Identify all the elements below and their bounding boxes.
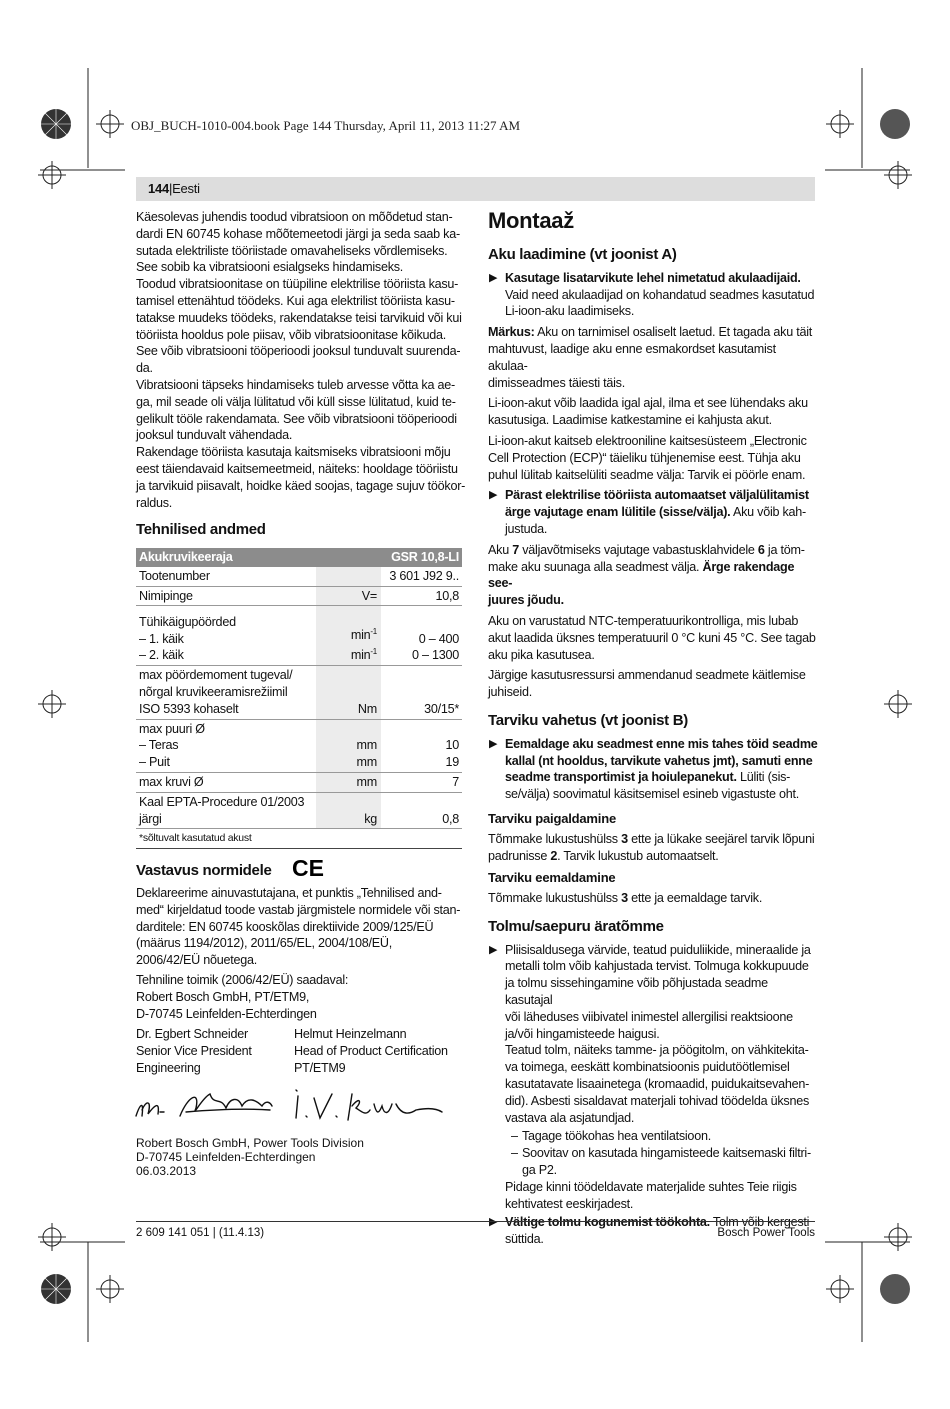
bullet-auto-off	[488, 487, 818, 537]
bullet-triangle-icon: ▶	[489, 1216, 498, 1229]
cell-line	[139, 568, 313, 585]
bullet-accum-bold: Vältige tolmu kogunemist töökohta.	[505, 1215, 710, 1230]
ref-number: 6	[757, 542, 765, 557]
text-run: Aku	[488, 542, 513, 557]
cell-line	[139, 811, 313, 828]
insert-tool-text	[488, 831, 818, 865]
conformity-line: 2006/42/EÜ nõuetega.	[136, 953, 258, 968]
table-cell-value	[381, 792, 462, 829]
table-cell-value	[381, 586, 462, 606]
page-number: 144	[148, 181, 169, 196]
techfile-line: Robert Bosch GmbH, PT/ETM9,	[136, 989, 310, 1004]
cell-line	[319, 721, 377, 738]
bullet-triangle-icon: ▶	[489, 943, 498, 956]
cell-text: mm	[356, 774, 377, 789]
cell-line	[384, 631, 459, 648]
text-run: Tõmmake lukustushülss	[488, 891, 622, 906]
table-cell-unit	[316, 606, 381, 666]
cell-line	[384, 614, 459, 631]
cell-text: 0 – 400	[418, 631, 459, 646]
table-cell-value	[381, 719, 462, 772]
cell-text: min	[350, 648, 371, 663]
bullet-accum-text-1: Tolm võib kergesti	[709, 1215, 810, 1230]
table-row	[136, 792, 462, 829]
ce-mark-icon	[292, 857, 324, 879]
text-run-bold: juures jõudu.	[488, 593, 564, 608]
battery-charging-title: Aku laadimine (vt joonist A)	[488, 246, 677, 263]
bullet-charger	[488, 270, 818, 320]
cell-text: min	[350, 628, 371, 643]
conformity-text	[136, 885, 466, 969]
disposal-text-1: Järgige kasutusressursi ammendanud seadmete käitlemise	[488, 668, 806, 683]
intro-line: Toodud vibratsioonitase on tüüpiline elektrilise tööriista kasu-	[136, 277, 459, 292]
cell-line	[384, 794, 459, 811]
cell-line	[384, 811, 459, 828]
regulations-text-2: kehtivatest eeskirjadest.	[505, 1196, 634, 1211]
intro-line: jooksul tunduvalt vähendada.	[136, 428, 293, 443]
intro-line: eest täiendavaid kaitsemeetmeid, näiteks: hooldage tööriistu	[136, 461, 458, 476]
table-header-cell: GSR 10,8-LI	[381, 548, 462, 567]
tech-file-text	[136, 972, 466, 1022]
cell-text: max pöördemoment tugeval/	[139, 668, 293, 683]
cell-line	[139, 631, 313, 648]
table-row	[136, 567, 462, 586]
cell-text: ISO 5393 kohaselt	[139, 701, 239, 716]
table-cell-label	[136, 792, 316, 829]
table-row	[136, 719, 462, 772]
ecp-paragraph	[488, 433, 818, 483]
cell-line	[319, 811, 377, 828]
dust-extraction-title: Tolmu/saepuru äratõmme	[488, 917, 664, 935]
intro-line: Rakendage tööriista kasutaja kaitsmiseks vibratsiooni mõju	[136, 445, 451, 460]
cell-line	[319, 568, 377, 585]
dust-warning-line: või läheduses viibivatel inimestel allergilisi reaktsioone	[505, 1009, 793, 1024]
cell-line	[139, 774, 313, 791]
dust-warning-line: kasutatavate lisaainetega (kromaadid, puidukaitsevahen-	[505, 1077, 810, 1092]
signer2-line: Head of Product Certification	[294, 1043, 448, 1058]
cell-text: 19	[445, 755, 459, 770]
footer-left: 2 609 141 051 | (11.4.13)	[136, 1227, 265, 1239]
intro-line: Käesolevas juhendis toodud vibratsioon on mõõdetud stan-	[136, 210, 453, 224]
dash-mask-text-1: Soovitav on kasutada hingamisteede kaitsemaski filtri-	[522, 1146, 811, 1161]
text-run: ette ja lükake seejärel tarvik lõpuni	[627, 831, 815, 846]
page-header-band	[136, 177, 815, 201]
cell-line	[319, 684, 377, 701]
bullet-remove-bold-1: Eemaldage aku seadmest enne mis tahes töid seadme	[505, 736, 818, 751]
cell-text: 0 – 1300	[411, 648, 459, 663]
cell-line	[319, 644, 377, 664]
tech-data-table	[136, 548, 462, 849]
cell-line	[384, 684, 459, 701]
table-cell-label	[136, 586, 316, 606]
cell-text: – Teras	[139, 738, 179, 753]
cell-line	[139, 614, 313, 631]
signatures	[130, 1086, 460, 1128]
conformity-line: darditele: EN 60745 kooskõlas direktiivide 2009/125/EÜ	[136, 919, 434, 934]
intro-line: gelikult tööle rakendamata. See võib vibratsiooni tööperioodi	[136, 411, 457, 426]
cell-text: 7	[452, 774, 459, 789]
note-text-2: mahtuvust, laadige aku enne esmakordset kasutamist akulaa-	[488, 341, 776, 373]
cell-line	[384, 701, 459, 718]
techfile-line: Tehniline toimik (2006/42/EÜ) saadaval:	[136, 973, 349, 987]
li-ion-text-1: Li-ioon-akut võib laadida igal ajal, ilma et see lühendaks aku	[488, 396, 808, 411]
table-header-cell: Akukruvikeeraja	[136, 548, 316, 567]
bullet-accum-text-2: süttida.	[505, 1232, 544, 1247]
signer2-line: PT/ETM9	[294, 1060, 346, 1075]
signer1-line: Senior Vice President	[136, 1043, 252, 1058]
bullet-remove-text-1: Lüliti (sis-	[736, 770, 791, 785]
table-cell-value	[381, 606, 462, 666]
signer-2	[294, 1026, 469, 1076]
bullet-charger-bold: Kasutage lisatarvikute lehel nimetatud akulaadijaid.	[505, 270, 801, 285]
dust-warning-line: metalli tolm võib kahjustada tervist. Tolmuga kokkupuude	[505, 959, 809, 974]
table-cell-label	[136, 666, 316, 719]
cell-line	[384, 721, 459, 738]
table-row	[136, 586, 462, 606]
address-line: Robert Bosch GmbH, Power Tools Division	[136, 1136, 364, 1150]
regulations-text	[505, 1179, 818, 1213]
cell-line	[139, 667, 313, 684]
header-language: Eesti	[172, 181, 200, 196]
text-run: make aku suunaga alla seadmest välja.	[488, 559, 703, 574]
dust-warning-line: did). Asbesti sisaldavat materjali tohivad töödelda üksnes	[505, 1093, 810, 1108]
bullet-charger-text-1: Vaid need akulaadijad on kohandatud seadmes kasutatud	[505, 287, 815, 302]
table-cell-label	[136, 567, 316, 586]
note-text-3: dimisseadmes täiesti täis.	[488, 375, 625, 390]
text-run: . Tarvik lukustub automaatselt.	[557, 848, 719, 863]
intro-line: sutada elektriliste tööriistade omavaheliseks võrdlemiseks.	[136, 243, 448, 258]
table-cell-value	[381, 772, 462, 792]
table-cell-unit	[316, 666, 381, 719]
cell-line	[139, 794, 313, 811]
bullet-triangle-icon: ▶	[489, 489, 498, 502]
cell-line	[319, 754, 377, 771]
intro-line: ja tarvikuid piisavalt, hoidke käed soojas, tagage sujuv töökor-	[136, 478, 466, 493]
address-line: D-70745 Leinfelden-Echterdingen	[136, 1150, 316, 1164]
dust-warning-line: vastava ala asjatundjad.	[505, 1110, 635, 1125]
table-cell-unit	[316, 586, 381, 606]
ecp-text-1: Li-ioon-akut kaitseb elektrooniline kaitsesüsteem „Electronic	[488, 433, 807, 448]
dash-marker: –	[511, 1146, 518, 1161]
table-header-row	[136, 548, 462, 567]
intro-line: dardi EN 60745 kohase mõõtemeetodi järgi ja seda saab ka-	[136, 226, 460, 241]
bullet-remove-bold-2: kallal (nt hooldus, tarvikute vahetus jmt), samuti enne	[505, 753, 813, 768]
note-text-1: Aku on tarnimisel osaliselt laetud. Et tagada aku täit	[534, 325, 813, 340]
bullet-auto-off-text-2: justuda.	[505, 521, 548, 536]
cell-line	[384, 588, 459, 605]
remove-tool-title: Tarviku eemaldamine	[488, 870, 616, 886]
text-run: Tõmmake lukustushülss	[488, 831, 622, 846]
remove-tool-text	[488, 890, 818, 907]
cell-text: 3 601 J92 9..	[389, 568, 459, 583]
li-ion-text-2: kasutusiga. Laadimise katkestamine ei kahjusta akut.	[488, 413, 772, 428]
conformity-title: Vastavus normidele	[136, 862, 272, 879]
table-cell-unit	[316, 567, 381, 586]
note-label: Märkus:	[488, 325, 535, 340]
ce-mark-text: CE	[292, 857, 324, 879]
dash-ventilation	[505, 1128, 818, 1145]
remove-battery-paragraph	[488, 542, 818, 609]
table-cell-unit	[316, 772, 381, 792]
table-cell-label	[136, 606, 316, 666]
tool-change-title: Tarviku vahetus (vt joonist B)	[488, 711, 688, 729]
dash-ventilation-text: Tagage töökohas hea ventilatsioon.	[522, 1129, 711, 1144]
ntc-paragraph	[488, 613, 818, 663]
ref-number: 3	[621, 831, 628, 846]
techfile-line: D-70745 Leinfelden-Echterdingen	[136, 1006, 317, 1021]
table-header-cell	[316, 548, 381, 567]
note-paragraph	[488, 324, 818, 391]
cell-text: Nm	[357, 701, 377, 716]
right-column	[488, 247, 818, 1248]
dash-marker: –	[511, 1129, 518, 1144]
cell-line	[384, 568, 459, 585]
disposal-paragraph	[488, 667, 818, 701]
table-cell-label	[136, 772, 316, 792]
intro-line: tamisel ettenähtud töödeks. Kui aga elektrilist tööriista kasu-	[136, 293, 455, 308]
header-separator: |	[168, 181, 173, 196]
table-note-row	[136, 829, 462, 849]
intro-line: tatakse muudeks töödeks, rakendatakse teisi tarvikuid või kui	[136, 310, 462, 325]
text-run: väljavõtmiseks vajutage vabastusklahvidele	[518, 542, 758, 557]
ref-number: 2	[550, 848, 558, 863]
cell-text: Kaal EPTA-Procedure 01/2003	[139, 794, 305, 809]
bullet-triangle-icon: ▶	[489, 271, 498, 284]
cell-text: 30/15*	[424, 701, 459, 716]
bullet-auto-off-bold-1: Pärast elektrilise tööriista automaatset väljalülitamist	[505, 488, 809, 503]
intro-line: raldus.	[136, 495, 173, 510]
ntc-text-1: Aku on varustatud NTC-temperatuurikontrolliga, mis lubab	[488, 613, 799, 628]
cell-line	[139, 721, 313, 738]
table-row	[136, 606, 462, 666]
cell-text: V=	[361, 588, 377, 603]
bullet-remove-text-2: se/välja) soovimatul käsitsemisel esineb vigastuste oht.	[505, 787, 799, 802]
cell-text: Tootenumber	[139, 568, 210, 583]
text-run: ja töm-	[764, 542, 805, 557]
text-run-bold: Ärge rakendage see-	[488, 559, 795, 591]
text-run: padrunisse	[488, 848, 551, 863]
cell-line	[319, 588, 377, 605]
table-cell-value	[381, 666, 462, 719]
tech-data-title: Tehnilised andmed	[136, 521, 266, 538]
intro-line: ga, mil seade oli välja lülitatud või küll sisse lülitatud, kuid te-	[136, 394, 456, 409]
cell-line	[139, 588, 313, 605]
cell-line	[319, 667, 377, 684]
cell-line	[384, 647, 459, 664]
conformity-line: Deklareerime ainuvastutajana, et punktis „Tehnilised and-	[136, 886, 442, 900]
signer2-line: Helmut Heinzelmann	[294, 1027, 407, 1041]
signer1-line: Engineering	[136, 1060, 201, 1075]
cell-text: max kruvi Ø	[139, 774, 204, 789]
conformity-line: med“ kirjeldatud toode vastab järgmistele normidele või stan-	[136, 902, 461, 917]
ref-number: 7	[512, 542, 519, 557]
table-cell-value	[381, 567, 462, 586]
cell-text: 0,8	[442, 811, 459, 826]
page-header	[148, 181, 200, 198]
cell-text: – 2. käik	[139, 648, 184, 663]
intro-line: tööriista hooldus pole piisav, võib vibratsioonitase kõikuda.	[136, 327, 447, 342]
cell-line	[384, 754, 459, 771]
ecp-text-2: Cell Protection (ECP)“ täieliku tühjenemise eest. Tühja aku	[488, 450, 801, 465]
text-run: ette ja eemaldage tarvik.	[627, 891, 763, 906]
insert-tool-title: Tarviku paigaldamine	[488, 810, 616, 826]
footer-rule	[136, 1221, 815, 1222]
dust-warning-line: ja tolmu sissehingamine võib põhjustada seadme kasutajal	[505, 976, 768, 1008]
signer-1	[136, 1026, 286, 1076]
table-note: *sõltuvalt kasutatud akust	[136, 829, 462, 849]
unit-superscript: -1	[370, 647, 377, 657]
intro-line: da.	[136, 361, 153, 376]
cell-text: – Puit	[139, 755, 170, 770]
cell-line	[319, 701, 377, 718]
cell-text: 10,8	[435, 588, 459, 603]
bullet-remove-battery	[488, 736, 818, 803]
footer-address	[136, 1136, 466, 1178]
bullet-dust	[488, 942, 818, 1127]
dust-warning-line: Teatud tolm, näiteks tamme- ja pöögitolm, on vähkitekita-	[505, 1043, 809, 1058]
regulations-text-1: Pidage kinni töödeldavate materjalide suhtes Teie riigis	[505, 1179, 797, 1194]
dust-warning-line: va toimega, eeskätt kombinatsioonis puidutöötlemisel	[505, 1060, 790, 1075]
disposal-text-2: juhiseid.	[488, 685, 532, 700]
cell-text: mm	[356, 755, 377, 770]
cell-line	[384, 667, 459, 684]
cell-line	[139, 647, 313, 664]
intro-line: See sobib ka vibratsiooni esialgseks hindamiseks.	[136, 260, 404, 275]
cell-line	[139, 737, 313, 754]
cell-line	[384, 737, 459, 754]
cell-line	[319, 624, 377, 644]
conformity-line: (määrus 1194/2012), 2011/65/EL, 2004/108/EÜ,	[136, 936, 392, 951]
table-cell-label	[136, 719, 316, 772]
bullet-charger-text-2: Li-ioon-aku laadimiseks.	[505, 304, 635, 319]
cell-line	[139, 754, 313, 771]
unit-superscript: -1	[370, 627, 377, 637]
bullet-auto-off-bold-2: ärge vajutage enam lülitile (sisse/välja).	[505, 505, 731, 520]
cell-text: kg	[364, 811, 377, 826]
bullet-auto-off-text-1: Aku võib kah-	[730, 505, 806, 520]
cell-line	[319, 607, 377, 624]
ref-number: 3	[621, 891, 628, 906]
dash-mask-text-2: ga P2.	[522, 1163, 557, 1178]
table-row	[136, 666, 462, 719]
dash-mask	[505, 1145, 818, 1179]
address-line: 06.03.2013	[136, 1164, 197, 1178]
dust-warning-line: ja/või hingamisteede haigusi.	[505, 1026, 660, 1041]
cell-line	[139, 684, 313, 701]
cell-text: nõrgal kruvikeeramisrežiimil	[139, 684, 288, 699]
dust-warning-line: Pliisisaldusega värvide, teatud puiduliikide, mineraalide ja	[505, 942, 811, 957]
bullet-remove-bold-3: seadme transportimist ja hoiulepanekut.	[505, 770, 737, 785]
cell-line	[319, 737, 377, 754]
cell-text: Tühikäigupöörded	[139, 614, 236, 629]
ecp-text-3: puhul lülitab kaitselüliti seadme välja: Tarvik ei pöörle enam.	[488, 467, 806, 482]
footer-right: Bosch Power Tools	[717, 1227, 815, 1239]
cell-text: järgi	[139, 811, 162, 826]
table-cell-unit	[316, 719, 381, 772]
cell-text: max puuri Ø	[139, 721, 205, 736]
cell-text: Nimipinge	[139, 588, 193, 603]
bullet-triangle-icon: ▶	[489, 737, 498, 750]
signer1-line: Dr. Egbert Schneider	[136, 1027, 248, 1041]
file-header: OBJ_BUCH-1010-004.book Page 144 Thursday, April 11, 2013 11:27 AM	[131, 118, 521, 133]
cell-text: mm	[356, 738, 377, 753]
cell-text: – 1. käik	[139, 631, 184, 646]
intro-line: Vibratsiooni täpseks hindamiseks tuleb arvesse võtta ka ae-	[136, 377, 455, 392]
cell-line	[384, 774, 459, 791]
table-cell-unit	[316, 792, 381, 829]
table-row	[136, 772, 462, 792]
ntc-text-2: akut laadida üksnes temperatuuril 0 °C kuni 45 °C. See tagab	[488, 630, 816, 645]
vibration-intro	[136, 209, 466, 511]
intro-line: See võib vibratsiooni tööperioodi jooksul tunduvalt suurenda-	[136, 344, 461, 359]
li-ion-paragraph	[488, 395, 818, 429]
cell-text: 10	[445, 738, 459, 753]
mounting-title: Montaaž	[488, 208, 574, 233]
cell-line	[319, 794, 377, 811]
ntc-text-3: aku pika kasutusea.	[488, 647, 595, 662]
cell-line	[319, 774, 377, 791]
cell-line	[139, 701, 313, 718]
